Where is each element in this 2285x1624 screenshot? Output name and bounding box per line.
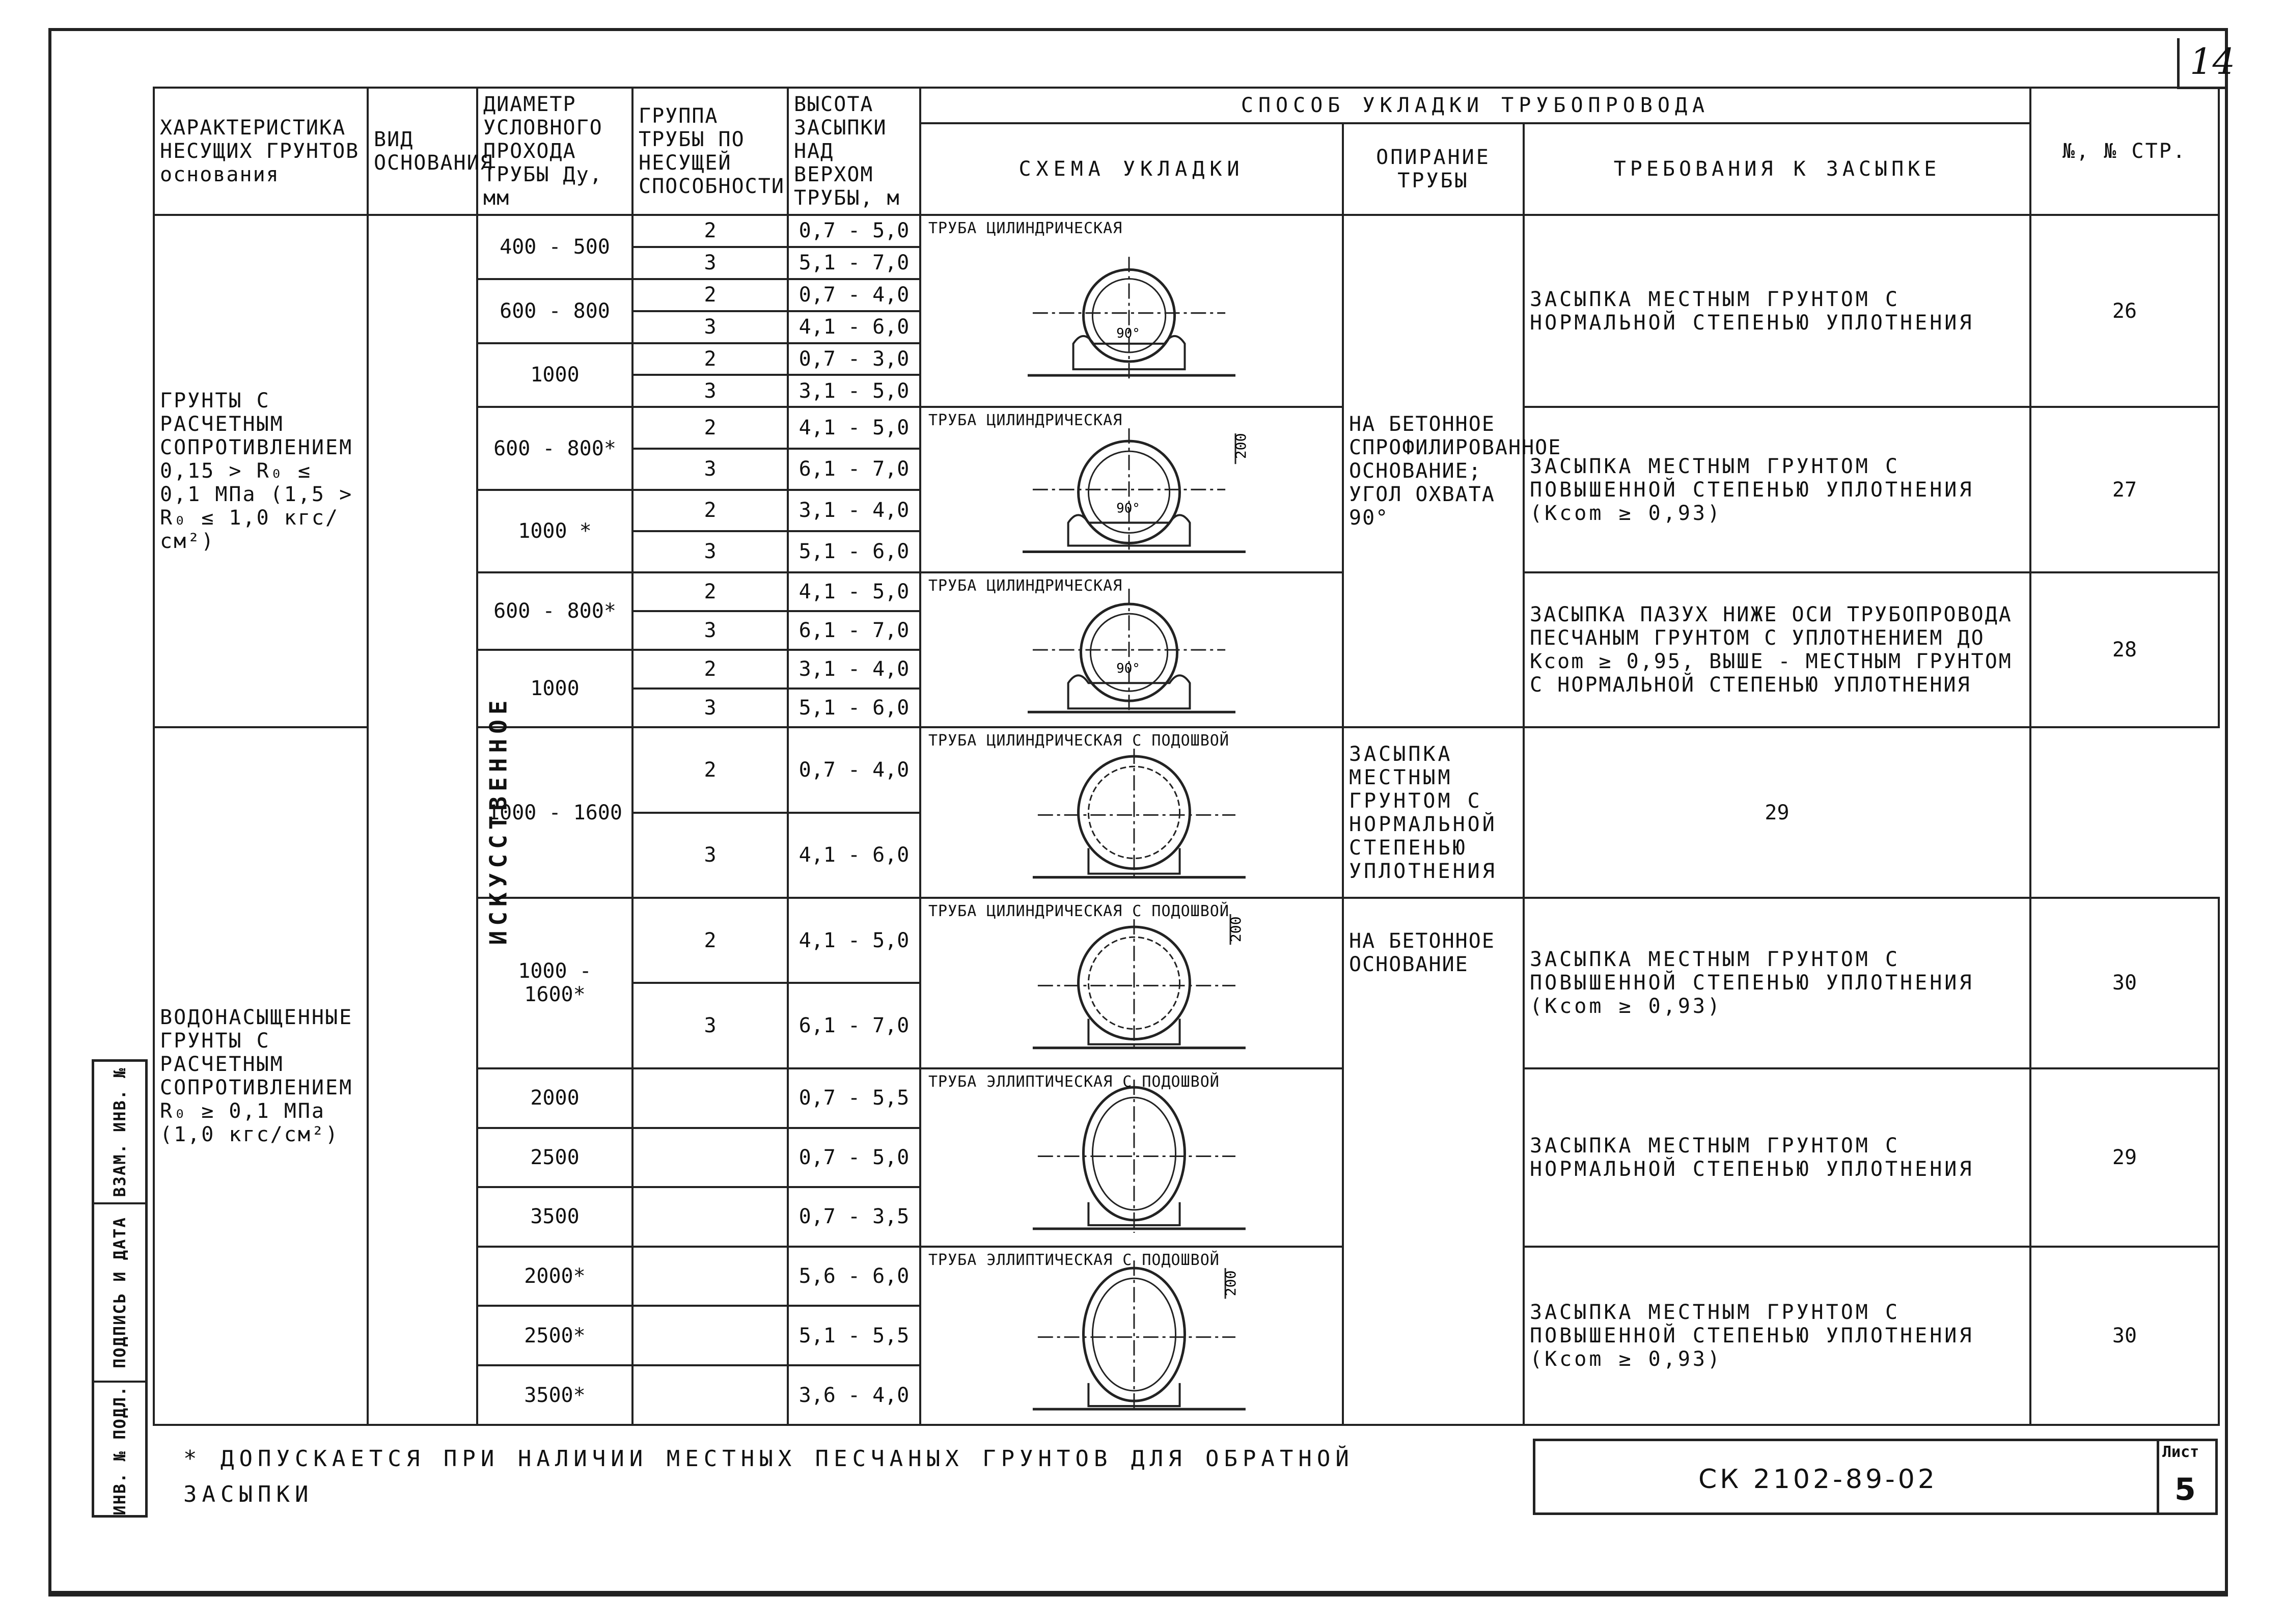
- diameter-cell: 2500*: [477, 1306, 632, 1365]
- header-height: ВЫСОТА ЗАСЫПКИ НАД ВЕРХОМ ТРУБЫ, м: [788, 88, 920, 215]
- group-cell: [632, 1306, 788, 1365]
- group-cell: 2: [632, 490, 788, 531]
- height-cell: 3,1 - 5,0: [788, 375, 920, 407]
- group-cell: 3: [632, 531, 788, 572]
- requirement-5: ЗАСЫПКА МЕСТНЫМ ГРУНТОМ С ПОВЫШЕННОЙ СТЕПЕНЬЮ УПЛОТНЕНИЯ (Kcom ≥ 0,93): [1524, 898, 2030, 1068]
- scheme-2: [920, 407, 1343, 572]
- height-cell: 3,6 - 4,0: [788, 1365, 920, 1425]
- group-cell: [632, 1187, 788, 1247]
- requirement-1: ЗАСЫПКА МЕСТНЫМ ГРУНТОМ С НОРМАЛЬНОЙ СТЕПЕНЬЮ УПЛОТНЕНИЯ: [1524, 215, 2030, 407]
- group-cell: 3: [632, 449, 788, 490]
- height-cell: 3,1 - 4,0: [788, 650, 920, 689]
- group-cell: [632, 1068, 788, 1128]
- requirement-2: ЗАСЫПКА МЕСТНЫМ ГРУНТОМ С ПОВЫШЕННОЙ СТЕПЕНЬЮ УПЛОТНЕНИЯ (Kcom ≥ 0,93): [1524, 407, 2030, 572]
- footnote: * ДОПУСКАЕТСЯ ПРИ НАЛИЧИИ МЕСТНЫХ ПЕСЧАНЫХ ГРУНТОВ ДЛЯ ОБРАТНОЙ ЗАСЫПКИ: [183, 1446, 1354, 1508]
- bottom-border-line: [48, 1594, 2228, 1597]
- pipe-elliptical-icon: [921, 1248, 1342, 1424]
- requirement-3: ЗАСЫПКА ПАЗУХ НИЖЕ ОСИ ТРУБОПРОВОДА ПЕСЧАНЫМ ГРУНТОМ С УПЛОТНЕНИЕМ ДО Kcom ≥ 0,95, ВЫШЕ - МЕСТНЫМ ГРУНТОМ С НОРМАЛЬНОЙ СТЕПЕНЬЮ УПЛОТНЕНИЯ: [1524, 572, 2030, 727]
- diameter-cell: 2000*: [477, 1247, 632, 1306]
- height-cell: 4,1 - 6,0: [788, 813, 920, 898]
- height-cell: 0,7 - 4,0: [788, 279, 920, 311]
- page-ref-6: 29: [2030, 1068, 2219, 1247]
- pipe-cylindrical-icon: [921, 216, 1342, 406]
- scheme-1: [920, 215, 1343, 407]
- pipe-cylindrical-icon: [921, 573, 1342, 726]
- page-ref-3: 28: [2030, 572, 2219, 727]
- pipe-cylindrical-icon: [921, 408, 1342, 571]
- sheet-label: Лист: [2162, 1443, 2199, 1461]
- group-cell: [632, 1128, 788, 1188]
- height-cell: 5,1 - 7,0: [788, 247, 920, 279]
- group-cell: 2: [632, 279, 788, 311]
- header-requirements: ТРЕБОВАНИЯ К ЗАСЫПКЕ: [1524, 123, 2030, 215]
- scheme-1-label: ТРУБА ЦИЛИНДРИЧЕСКАЯ: [928, 219, 1123, 237]
- scheme-1-angle: 90°: [1116, 325, 1140, 341]
- page-ref-2: 27: [2030, 407, 2219, 572]
- group-cell: 2: [632, 650, 788, 689]
- height-cell: 6,1 - 7,0: [788, 449, 920, 490]
- group-cell: 3: [632, 247, 788, 279]
- group-cell: 3: [632, 689, 788, 727]
- side-stamp-inv-sub: [94, 1062, 145, 1204]
- page-ref-7: 30: [2030, 1247, 2219, 1425]
- scheme-2-dim: 200: [1232, 433, 1249, 459]
- diameter-cell: 400 - 500: [477, 215, 632, 279]
- diameter-cell: 1000 - 1600: [477, 727, 632, 898]
- group-cell: 3: [632, 983, 788, 1068]
- requirement-6: ЗАСЫПКА МЕСТНЫМ ГРУНТОМ С НОРМАЛЬНОЙ СТЕПЕНЬЮ УПЛОТНЕНИЯ: [1524, 1068, 2030, 1247]
- title-stamp: [1533, 1439, 2218, 1515]
- side-stamp-inv-orig-text: ИНВ. № ПОДЛ.: [110, 1385, 129, 1516]
- scheme-7-dim: 200: [1222, 1270, 1239, 1297]
- scheme-7: [920, 1247, 1343, 1425]
- header-soil: ХАРАКТЕРИСТИКА НЕСУЩИХ ГРУНТОВ основания: [154, 88, 368, 215]
- requirement-4: ЗАСЫПКА МЕСТНЫМ ГРУНТОМ С НОРМАЛЬНОЙ СТЕПЕНЬЮ УПЛОТНЕНИЯ: [1343, 727, 1524, 898]
- page-ref-5: 30: [2030, 898, 2219, 1068]
- height-cell: 0,7 - 5,5: [788, 1068, 920, 1128]
- height-cell: 4,1 - 5,0: [788, 407, 920, 448]
- sheet-number: 5: [2174, 1472, 2196, 1507]
- group-cell: 3: [632, 375, 788, 407]
- diameter-cell: 2500: [477, 1128, 632, 1188]
- height-cell: 4,1 - 6,0: [788, 311, 920, 343]
- scheme-3: [920, 572, 1343, 727]
- scheme-5-label: ТРУБА ЦИЛИНДРИЧЕСКАЯ С ПОДОШВОЙ: [928, 902, 1229, 921]
- header-diameter: ДИАМЕТР УСЛОВНОГО ПРОХОДА ТРУБЫ Ду, мм: [477, 88, 632, 215]
- height-cell: 0,7 - 5,0: [788, 1128, 920, 1188]
- scheme-4-label: ТРУБА ЦИЛИНДРИЧЕСКАЯ С ПОДОШВОЙ: [928, 732, 1229, 750]
- height-cell: 5,1 - 6,0: [788, 689, 920, 727]
- page-number: 14: [2190, 41, 2236, 82]
- header-group: ГРУППА ТРУБЫ ПО НЕСУЩЕЙ СПОСОБНОСТИ: [632, 88, 788, 215]
- header-support: ОПИРАНИЕ ТРУБЫ: [1343, 123, 1524, 215]
- diameter-cell: 1000 *: [477, 490, 632, 572]
- soil-type-2: ВОДОНАСЫЩЕННЫЕ ГРУНТЫ С РАСЧЕТНЫМ СОПРОТИВЛЕНИЕМ R₀ ≥ 0,1 МПа (1,0 кгс/см²): [154, 727, 368, 1425]
- base-type: ИСКУССТВЕННОЕ: [484, 695, 512, 945]
- support-1: НА БЕТОННОЕ СПРОФИЛИРОВАННОЕ ОСНОВАНИЕ; УГОЛ ОХВАТА 90°: [1343, 215, 1524, 727]
- group-cell: [632, 1247, 788, 1306]
- diameter-cell: 1000 - 1600*: [477, 898, 632, 1068]
- diameter-cell: 1000: [477, 343, 632, 407]
- group-cell: 2: [632, 572, 788, 611]
- group-cell: [632, 1365, 788, 1425]
- diameter-cell: 1000: [477, 650, 632, 727]
- header-scheme: СХЕМА УКЛАДКИ: [920, 123, 1343, 215]
- height-cell: 4,1 - 5,0: [788, 898, 920, 983]
- diameter-cell: 3500: [477, 1187, 632, 1247]
- side-stamp: [92, 1059, 148, 1518]
- height-cell: 6,1 - 7,0: [788, 983, 920, 1068]
- pipe-with-sole-icon: [921, 899, 1342, 1067]
- document-code: СК 2102-89-02: [1698, 1464, 1938, 1495]
- side-stamp-signature-text: ПОДПИСЬ И ДАТА: [110, 1217, 129, 1368]
- page-ref-4: 29: [1524, 727, 2030, 898]
- height-cell: 0,7 - 5,0: [788, 215, 920, 247]
- group-cell: 2: [632, 898, 788, 983]
- scheme-7-label: ТРУБА ЭЛЛИПТИЧЕСКАЯ С ПОДОШВОЙ: [928, 1251, 1220, 1269]
- side-stamp-inv-orig: [94, 1383, 145, 1518]
- group-cell: 2: [632, 215, 788, 247]
- height-cell: 0,7 - 4,0: [788, 727, 920, 812]
- side-stamp-inv-sub-text: ВЗАМ. ИНВ. №: [110, 1067, 129, 1197]
- base-type-cell: [368, 215, 512, 1425]
- support-2: НА БЕТОННОЕ ОСНОВАНИЕ: [1343, 898, 1524, 1425]
- height-cell: 3,1 - 4,0: [788, 490, 920, 531]
- height-cell: 5,1 - 5,5: [788, 1306, 920, 1365]
- group-cell: 2: [632, 727, 788, 812]
- header-page: №, № СТР.: [2030, 88, 2219, 215]
- group-cell: 3: [632, 813, 788, 898]
- scheme-6-label: ТРУБА ЭЛЛИПТИЧЕСКАЯ С ПОДОШВОЙ: [928, 1072, 1220, 1091]
- soil-type-1: ГРУНТЫ С РАСЧЕТНЫМ СОПРОТИВЛЕНИЕМ 0,15 > R₀ ≤ 0,1 МПа (1,5 > R₀ ≤ 1,0 кгс/см²): [154, 215, 368, 727]
- height-cell: 4,1 - 5,0: [788, 572, 920, 611]
- pipe-elliptical-icon: [921, 1069, 1342, 1246]
- scheme-5: [920, 898, 1343, 1068]
- height-cell: 0,7 - 3,0: [788, 343, 920, 375]
- header-base: ВИД ОСНОВАНИЯ: [368, 88, 477, 215]
- scheme-4: [920, 727, 1343, 898]
- scheme-2-label: ТРУБА ЦИЛИНДРИЧЕСКАЯ: [928, 411, 1123, 430]
- diameter-cell: 600 - 800*: [477, 572, 632, 650]
- group-cell: 3: [632, 311, 788, 343]
- scheme-3-angle: 90°: [1116, 661, 1140, 677]
- header-method: СПОСОБ УКЛАДКИ ТРУБОПРОВОДА: [920, 88, 2030, 123]
- height-cell: 6,1 - 7,0: [788, 611, 920, 650]
- group-cell: 2: [632, 407, 788, 448]
- sheet-box: [2157, 1441, 2215, 1512]
- pipe-laying-table: [153, 87, 2220, 1426]
- scheme-5-dim: 200: [1227, 916, 1244, 943]
- scheme-6: [920, 1068, 1343, 1247]
- height-cell: 5,6 - 6,0: [788, 1247, 920, 1306]
- height-cell: 5,1 - 6,0: [788, 531, 920, 572]
- group-cell: 2: [632, 343, 788, 375]
- diameter-cell: 600 - 800: [477, 279, 632, 343]
- diameter-cell: 3500*: [477, 1365, 632, 1425]
- height-cell: 0,7 - 3,5: [788, 1187, 920, 1247]
- diameter-cell: 600 - 800*: [477, 407, 632, 489]
- scheme-2-angle: 90°: [1116, 501, 1140, 516]
- group-cell: 3: [632, 611, 788, 650]
- side-stamp-signature: [94, 1204, 145, 1383]
- requirement-7: ЗАСЫПКА МЕСТНЫМ ГРУНТОМ С ПОВЫШЕННОЙ СТЕПЕНЬЮ УПЛОТНЕНИЯ (Kcom ≥ 0,93): [1524, 1247, 2030, 1425]
- scheme-3-label: ТРУБА ЦИЛИНДРИЧЕСКАЯ: [928, 576, 1123, 595]
- diameter-cell: 2000: [477, 1068, 632, 1128]
- page-ref-1: 26: [2030, 215, 2219, 407]
- pipe-with-sole-icon: [921, 728, 1342, 897]
